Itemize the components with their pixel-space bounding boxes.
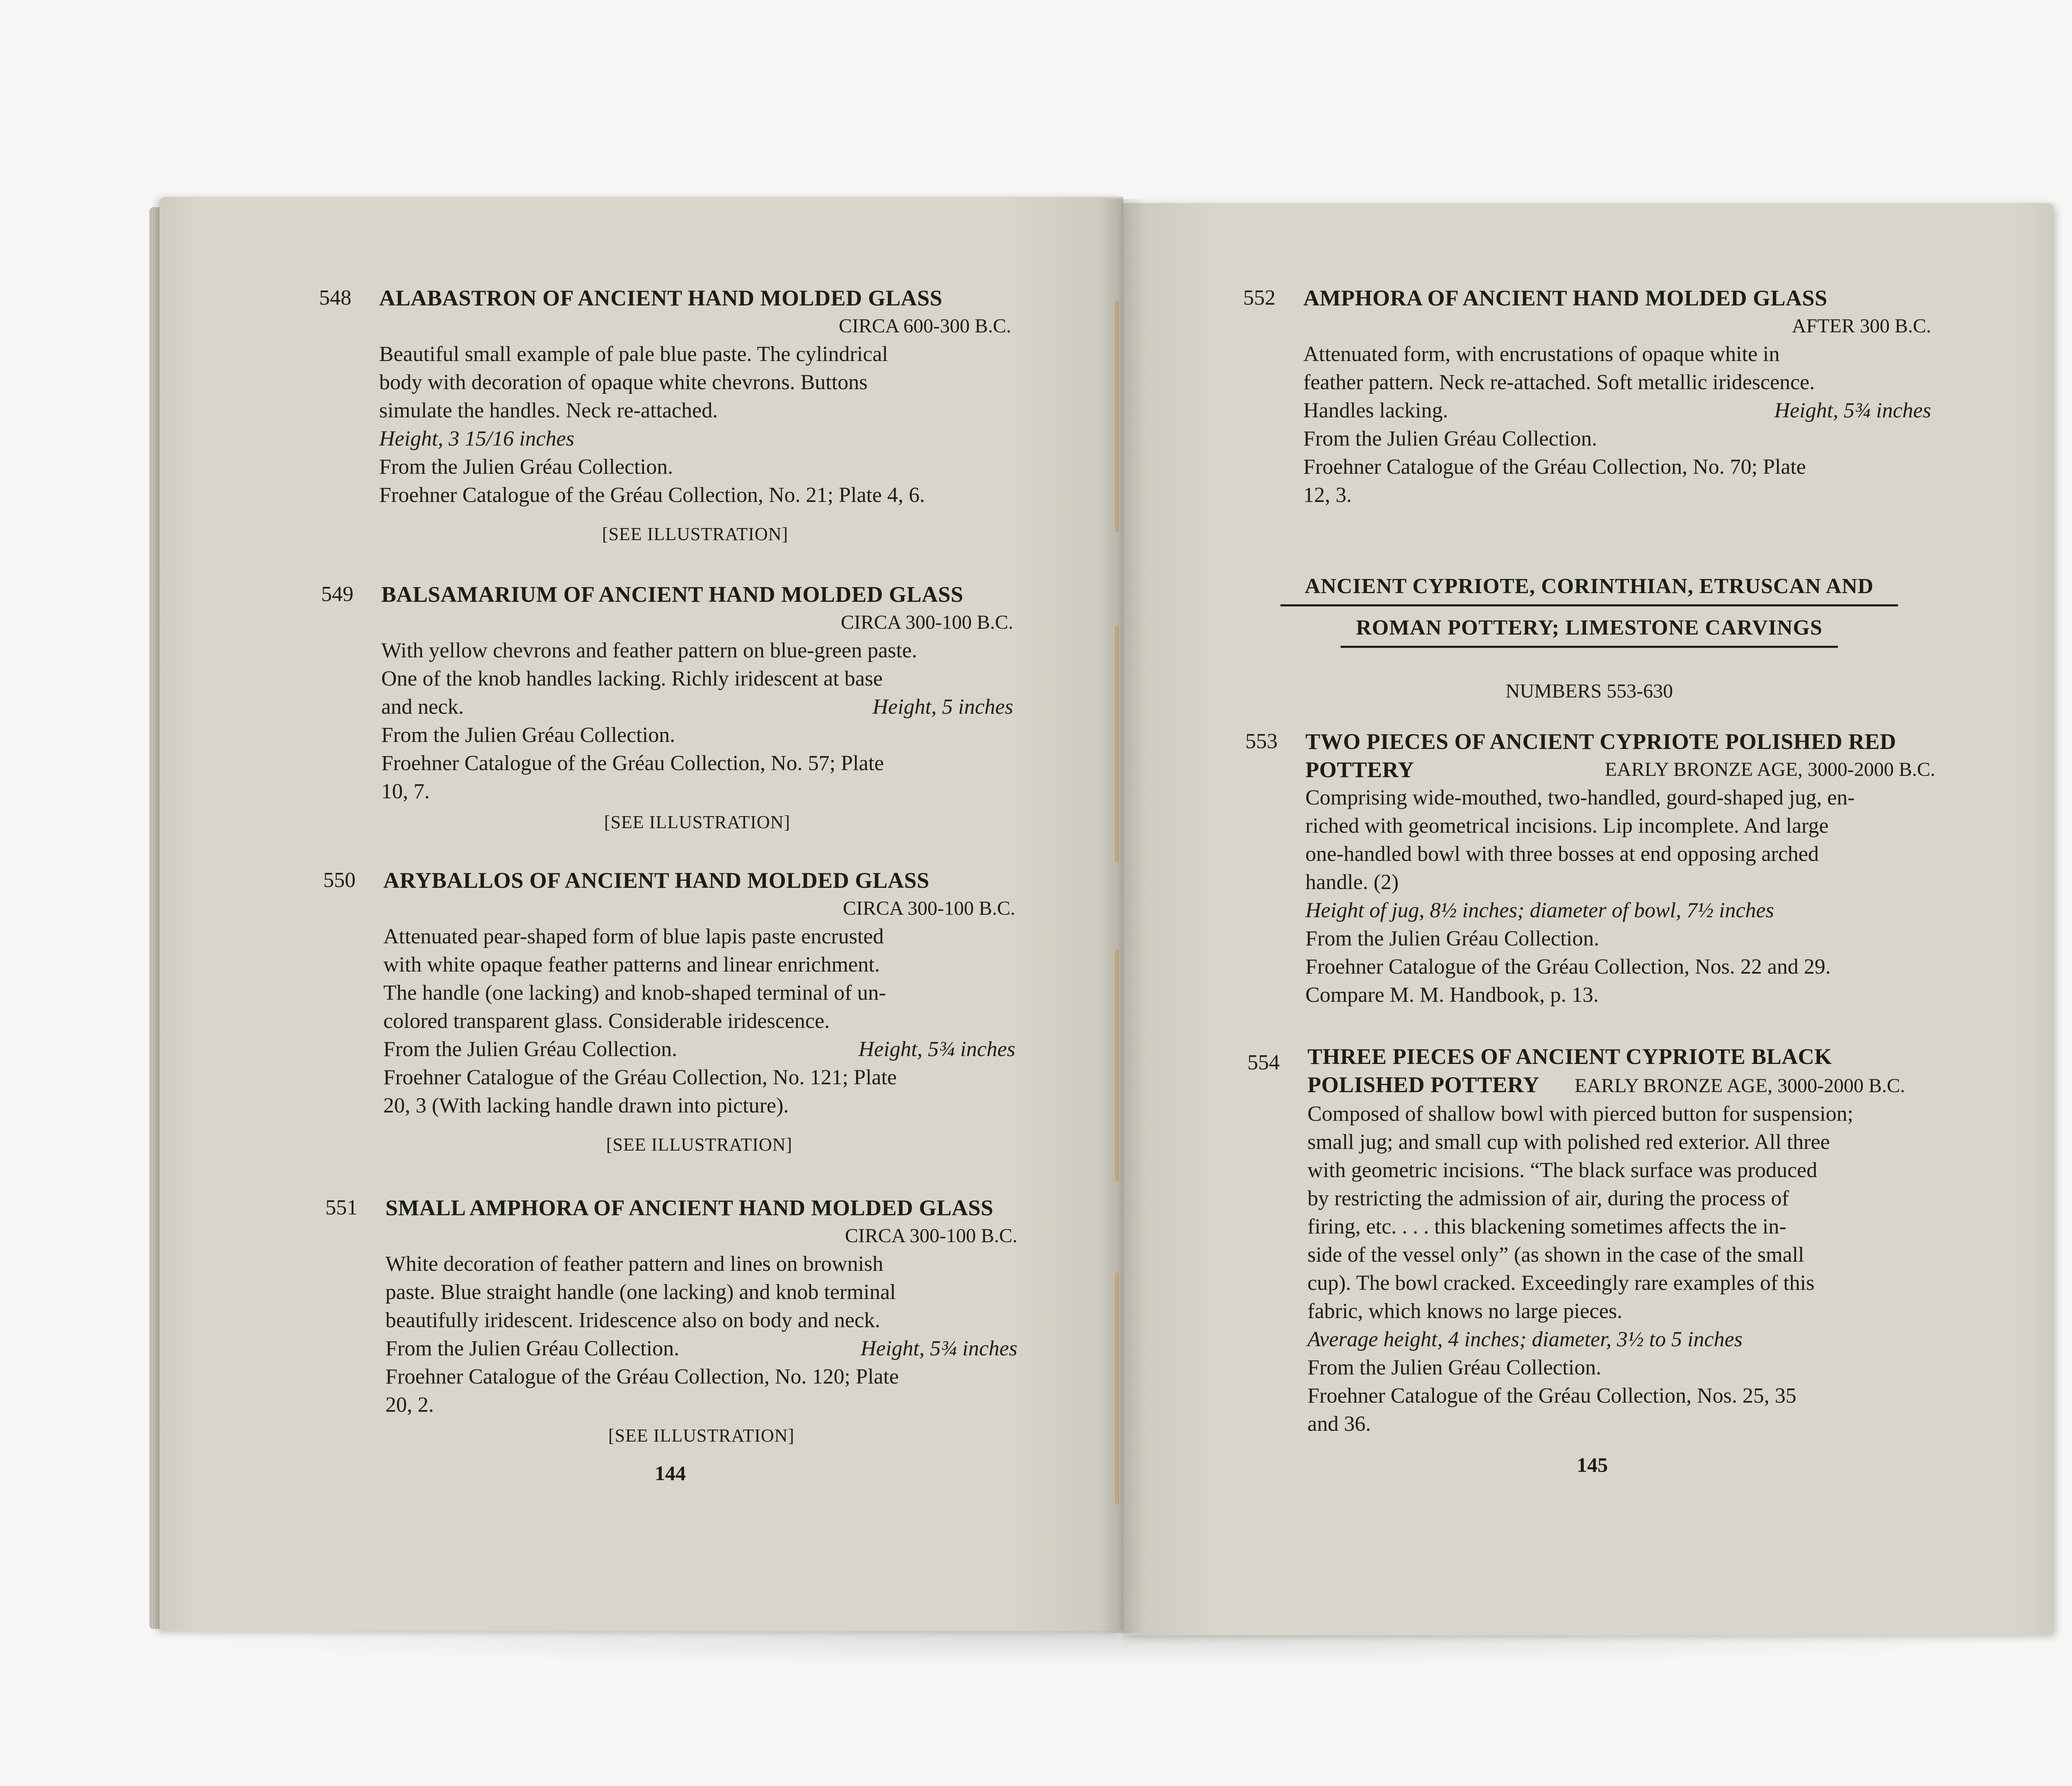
entry-title: POLISHED POTTERY (1307, 1072, 1539, 1097)
description-line: small jug; and small cup with polished red exterior. All three (1307, 1130, 1830, 1154)
entry-provenance: From the Julien Gréau Collection. (1307, 1356, 1602, 1379)
description-line: fabric, which knows no large pieces. (1307, 1299, 1623, 1323)
entry-reference: Froehner Catalogue of the Gréau Collection, No. 70; Plate (1303, 455, 1806, 479)
entry-description (379, 340, 1011, 509)
description-line: colored transparent glass. Considerable iridescence. (383, 1009, 830, 1033)
description-line: One of the knob handles lacking. Richly iridescent at base (381, 667, 883, 691)
entry-number: 554 (1247, 1051, 1280, 1074)
entry-date: CIRCA 300-100 B.C. (845, 1225, 1017, 1247)
entry-provenance: From the Julien Gréau Collection. (381, 723, 675, 747)
description-line: With yellow chevrons and feather pattern on blue-green paste. (381, 639, 917, 662)
entry-compare: Compare M. M. Handbook, p. 13. (1305, 983, 1599, 1007)
description-line: handle. (2) (1305, 870, 1399, 894)
description-line: one-handled bowl with three bosses at end opposing arched (1305, 842, 1819, 866)
description-line: by restricting the admission of air, during the process of (1307, 1187, 1789, 1210)
entry-number: 548 (319, 286, 351, 310)
entry-provenance: From the Julien Gréau Collection. (385, 1337, 680, 1360)
heading-rule (1341, 646, 1838, 648)
entry-reference: 20, 3 (With lacking handle drawn into picture). (383, 1094, 789, 1117)
entry-reference: Froehner Catalogue of the Gréau Collection, Nos. 25, 35 (1307, 1384, 1796, 1408)
section-numbers: NUMBERS 553-630 (1505, 680, 1673, 702)
entry-number: 549 (321, 582, 353, 606)
entry-title: ALABASTRON OF ANCIENT HAND MOLDED GLASS (379, 286, 943, 310)
entry-description (383, 923, 1015, 1120)
description-line: Beautiful small example of pale blue paste. The cylindrical (379, 342, 888, 366)
entry-reference: Froehner Catalogue of the Gréau Collection, No. 21; Plate 4, 6. (379, 483, 925, 507)
entry-number: 550 (323, 868, 356, 892)
entry-date: CIRCA 300-100 B.C. (842, 897, 1015, 919)
entry-dimensions: Height of jug, 8½ inches; diameter of bowl, 7½ inches (1305, 899, 1774, 922)
entry-reference: 10, 7. (381, 780, 430, 803)
description-line: paste. Blue straight handle (one lacking) and knob terminal (385, 1280, 896, 1304)
entry-title: SMALL AMPHORA OF ANCIENT HAND MOLDED GLASS (385, 1195, 994, 1220)
right-page (1123, 203, 2053, 1635)
entry-height: Height, 5¾ inches (858, 1037, 1015, 1061)
description-line: body with decoration of opaque white chevrons. Buttons (379, 371, 868, 394)
entry-height: Height, 3 15/16 inches (379, 427, 574, 451)
entry-description (381, 637, 1013, 806)
description-line: Attenuated form, with encrustations of opaque white in (1303, 342, 1780, 366)
section-heading-line-2: ROMAN POTTERY; LIMESTONE CARVINGS (1356, 616, 1823, 640)
description-line: riched with geometrical incisions. Lip incomplete. And large (1305, 814, 1829, 838)
entry-title: BALSAMARIUM OF ANCIENT HAND MOLDED GLASS (381, 582, 963, 607)
entry-554 (1247, 1042, 1944, 1438)
entry-reference: Froehner Catalogue of the Gréau Collection, No. 57; Plate (381, 751, 884, 775)
book-gutter (1100, 199, 1146, 1633)
entry-title: ARYBALLOS OF ANCIENT HAND MOLDED GLASS (383, 868, 929, 893)
description-line: and neck. (381, 695, 464, 719)
description-line: Handles lacking. (1303, 399, 1448, 422)
entry-provenance: From the Julien Gréau Collection. (1303, 427, 1598, 451)
entry-dimensions: Average height, 4 inches; diameter, 3½ to 5 inches (1307, 1328, 1743, 1351)
entry-549 (321, 580, 1013, 836)
entry-number: 553 (1245, 729, 1278, 753)
entry-provenance: From the Julien Gréau Collection. (379, 455, 673, 479)
entry-553 (1245, 727, 1935, 1009)
see-illustration: [SEE ILLUSTRATION] (606, 1134, 793, 1155)
entry-title: POTTERY (1305, 757, 1414, 782)
entry-title: AMPHORA OF ANCIENT HAND MOLDED GLASS (1303, 286, 1828, 310)
description-line: White decoration of feather pattern and lines on brownish (385, 1252, 884, 1276)
entry-reference: Froehner Catalogue of the Gréau Collection, Nos. 22 and 29. (1305, 955, 1831, 979)
entry-title: THREE PIECES OF ANCIENT CYPRIOTE BLACK (1307, 1044, 1832, 1069)
description-line: with white opaque feather patterns and linear enrichment. (383, 953, 880, 977)
description-line: Comprising wide-mouthed, two-handled, gourd-shaped jug, en- (1305, 786, 1855, 809)
see-illustration: [SEE ILLUSTRATION] (602, 524, 789, 544)
entry-number: 552 (1243, 286, 1276, 310)
left-page (160, 197, 1123, 1631)
entry-reference: and 36. (1307, 1412, 1371, 1436)
heading-rule (1280, 604, 1898, 606)
description-line: beautifully iridescent. Iridescence also on body and neck. (385, 1309, 881, 1332)
entry-height: Height, 5 inches (872, 695, 1013, 719)
entry-date: CIRCA 300-100 B.C. (840, 611, 1013, 633)
binding-thread (1116, 626, 1118, 862)
entry-reference: Froehner Catalogue of the Gréau Collection, No. 120; Plate (385, 1365, 899, 1389)
binding-thread (1116, 1272, 1118, 1505)
description-line: feather pattern. Neck re-attached. Soft metallic iridescence. (1303, 371, 1815, 394)
entry-date: EARLY BRONZE AGE, 3000-2000 B.C. (1574, 1075, 1905, 1097)
entry-reference: 20, 2. (385, 1393, 434, 1417)
see-illustration: [SEE ILLUSTRATION] (608, 1425, 795, 1446)
entry-description (385, 1250, 1017, 1419)
entry-reference: 12, 3. (1303, 483, 1352, 507)
entry-description (1303, 340, 1931, 509)
page-number: 145 (1577, 1453, 1608, 1476)
entry-date: CIRCA 600-300 B.C. (838, 315, 1011, 337)
entry-number: 551 (325, 1196, 358, 1219)
section-heading-line-1: ANCIENT CYPRIOTE, CORINTHIAN, ETRUSCAN AND (1305, 574, 1874, 598)
description-line: firing, etc. . . . this blackening sometimes affects the in- (1307, 1215, 1786, 1238)
description-line: cup). The bowl cracked. Exceedingly rare examples of this (1307, 1271, 1815, 1295)
description-line: Attenuated pear-shaped form of blue lapis paste encrusted (383, 925, 884, 948)
description-line: with geometric incisions. “The black surface was produced (1307, 1158, 1818, 1182)
entry-date: AFTER 300 B.C. (1791, 315, 1931, 337)
page-number: 144 (655, 1461, 686, 1485)
entry-description (1305, 784, 1935, 1009)
entry-height: Height, 5¾ inches (1774, 399, 1931, 422)
see-illustration: [SEE ILLUSTRATION] (604, 812, 791, 832)
description-line: side of the vessel only” (as shown in the case of the small (1307, 1243, 1804, 1267)
entry-date: EARLY BRONZE AGE, 3000-2000 B.C. (1605, 759, 1935, 780)
section-heading (1278, 574, 1900, 648)
entry-title: TWO PIECES OF ANCIENT CYPRIOTE POLISHED RED (1305, 729, 1896, 754)
entry-552 (1243, 284, 1931, 509)
entry-551 (325, 1194, 1017, 1450)
entry-height: Height, 5¾ inches (860, 1337, 1017, 1360)
entry-550 (323, 866, 1015, 1159)
entry-description (1307, 1100, 1944, 1438)
entry-reference: Froehner Catalogue of the Gréau Collection, No. 121; Plate (383, 1066, 897, 1089)
description-line: Composed of shallow bowl with pierced button for suspension; (1307, 1102, 1854, 1126)
entry-provenance: From the Julien Gréau Collection. (383, 1037, 678, 1061)
description-line: simulate the handles. Neck re-attached. (379, 399, 718, 422)
binding-thread (1116, 300, 1118, 533)
entry-provenance: From the Julien Gréau Collection. (1305, 927, 1600, 950)
binding-thread (1116, 949, 1118, 1181)
description-line: The handle (one lacking) and knob-shaped terminal of un- (383, 981, 886, 1005)
entry-548 (319, 284, 1011, 548)
